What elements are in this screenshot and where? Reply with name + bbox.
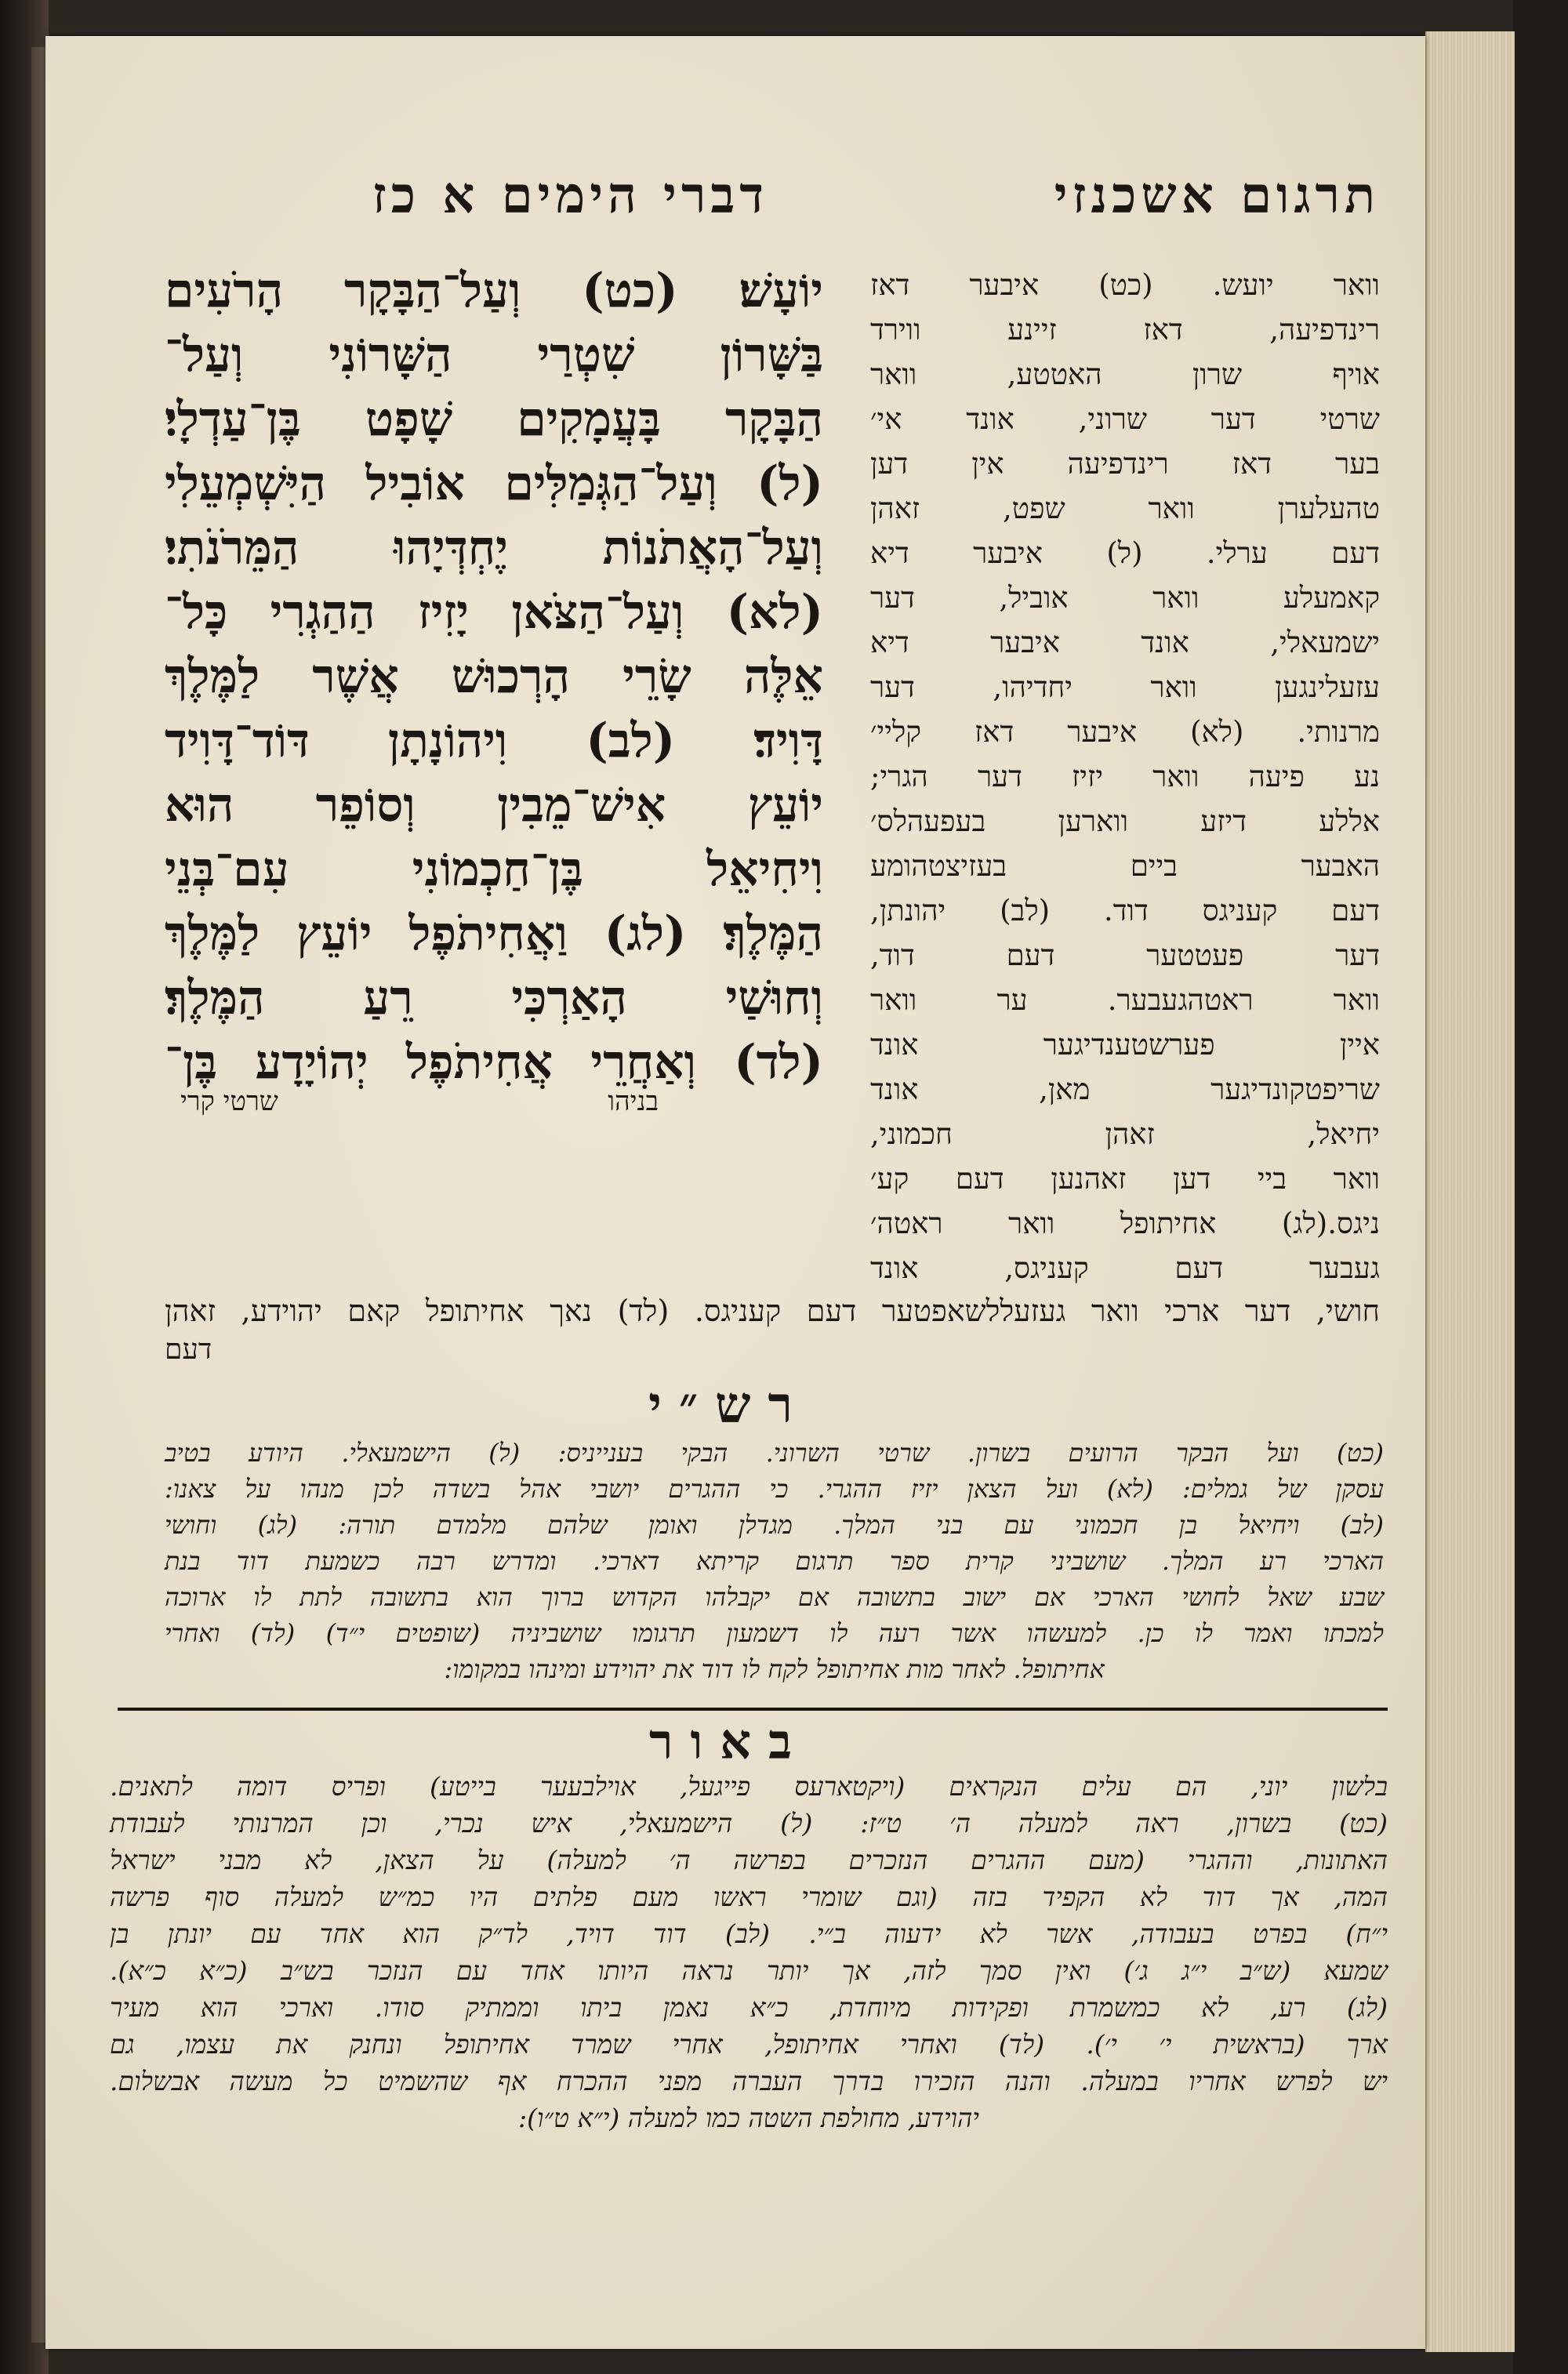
yiddish-line: וואר יועש. (כט) איבער דאז — [870, 268, 1380, 302]
yiddish-line: דעם קעניגס דוד. (לב) יהונתן, — [870, 894, 1380, 927]
book-spine-left — [0, 0, 49, 2374]
biur-line: יהוידע, מחולפת השטה כמו למעלה (י״א ט״ו): — [518, 2103, 979, 2133]
yiddish-line: אויף שרון האטטע, וואר — [870, 358, 1380, 391]
yiddish-line: שרטי דער שרוני, אונד אי׳ — [870, 402, 1380, 436]
rashi-line: (לב) ויחיאל בן חכמוני עם בני המלך. מגדלן ואומן שלהם מלמדם תורה: (לג) וחושי — [165, 1510, 1384, 1540]
biur-line: ארך (בראשית י׳ י׳). (לד) ואחרי אחיתופל, אחרי שמרד אחיתופל ונחנק את עצמו, גם — [110, 2029, 1388, 2060]
yiddish-full-width-line: חושי, דער ארכי וואר געזעללשאפטער דעם קעניגס. (לד) נאך אחיתופל קאם יהוידע, זאהן — [165, 1294, 1380, 1328]
yiddish-line: טהעלערן וואר שפט, זאהן — [870, 492, 1380, 525]
hebrew-line: וִיחִיאֵל בֶּן־חַכְמוֹנִי עִם־בְּנֵי — [165, 842, 823, 897]
yiddish-line: אללע דיזע ווארען בעפעהלס׳ — [870, 804, 1380, 838]
yiddish-line: דעם ערלי. (ל) איבער דיא — [870, 536, 1380, 570]
rashi-line: (כט) ועל הבקר הרועים בשרון. שרטי השרוני. הבקי בענייניס: (ל) הישמעאלי. היודע בטיב — [165, 1438, 1384, 1468]
yiddish-line: האבער ביים בעזיצטהומע — [870, 849, 1380, 883]
yiddish-line: בער דאז רינדפיעה אין דען — [870, 447, 1380, 481]
rashi-line: עסקן של גמלים: (לא) ועל הצאן יזיז ההגרי. כי ההגרים יושבי אהל בשדה לכן מנהו על צאנו: — [165, 1474, 1384, 1504]
hebrew-line: (ל) וְעַל־הַגְּמַלִּים אוֹבִיל הַיִּשְׁמְעֵלִי — [165, 456, 823, 511]
biur-commentary — [110, 1768, 1388, 2136]
hebrew-line: וְחוּשַׁי הָאַרְכִּי רֵעַ הַמֶּלֶךְ׃ — [165, 971, 823, 1025]
section-divider — [118, 1708, 1388, 1711]
hebrew-line: אֵלֶּה שָׂרֵי הָרְכוּשׁ אֲשֶׁר לַמֶּלֶךְ — [165, 649, 823, 704]
header-targum-title: תרגום אשכנזי — [1054, 166, 1380, 225]
biur-line: האתונות, וההגרי (מעם ההגרים הנזכרים בפרשה ה׳ למעלה) על הצאן, לא מבני ישראל — [110, 1845, 1388, 1875]
biur-line: (לג) רע, לא כמשמרת ופקידות מיוחדת, כ״א נאמן ביתו וממתיק סודו. וארכי הוא מעיר — [110, 1992, 1388, 2023]
hebrew-line: (לד) וְאַחֲרֵי אֲחִיתֹפֶל יְהוֹיָדָע בֶּן־ — [165, 1035, 823, 1090]
footnote-right: בניהו — [608, 1086, 659, 1117]
hebrew-line: יוֹעָשׁ׃ (כט) וְעַל־הַבָּקָר הָרֹעִים — [165, 263, 823, 318]
biur-line: המה, אך דוד לא הקפיד בזה (וגם שומרי ראשו מעם פלתים היו כמ״ש למעלה סוף פרשה — [110, 1882, 1388, 1912]
yiddish-line: רינדפיעה, דאז זיינע ווירד — [870, 313, 1380, 347]
yiddish-continuation: דעם — [165, 1334, 212, 1366]
hebrew-footnotes — [180, 1086, 823, 1117]
biur-section-title: באור — [648, 1713, 809, 1770]
hebrew-line: דָּוִיד׃ (לב) וִיהוֹנָתָן דּוֹד־דָּוִיד — [165, 713, 823, 768]
yiddish-line: ישמעאלי, אונד איבער דיא — [870, 626, 1380, 659]
background-right — [1513, 0, 1568, 2374]
biur-line: שמעא (ש״ב י״ג ג׳) ואין סמך לזה, אך יותר נראה היותו אחד עם הנזכר בש״ב (כ״א כ״א). — [110, 1955, 1388, 1986]
biur-line: בלשון יוני, הם עלים הנקראים (ויקטארעס פייגעל, אוילבעער בייטע) ופריס דומה לתאנים. — [110, 1771, 1388, 1802]
hebrew-line: וְעַל־הָאֲתֹנוֹת יֶחְדְּיָהוּ הַמֵּרֹנֹתִי׃ — [165, 521, 823, 575]
yiddish-line: עזעלינגען וואר יחדיהו, דער — [870, 670, 1380, 704]
yiddish-line: דער פעטטער דעם דוד, — [870, 938, 1380, 972]
book-page-edges — [1425, 31, 1515, 2352]
yiddish-line: יחיאל, זאהן חכמוני, — [870, 1117, 1380, 1151]
yiddish-line: ניגס.(לג) אחיתופל וואר ראטה׳ — [870, 1207, 1380, 1240]
biur-line: יש לפרש אחריו במעלה. והנה הזכירו בדרך העברה מפני ההכרח אף שהשמיט כל מעשה אבשלום. — [110, 2066, 1388, 2096]
yiddish-translation-column — [870, 263, 1380, 1290]
biur-line: י״ח) בפרט בעבודה, אשר לא ידעוה ב״י. (לב) דוד דויד, לד״ק הוא אחד עם יונתן בן — [110, 1918, 1388, 1949]
yiddish-line: שריפטקונדיגער מאן, אונד — [870, 1073, 1380, 1106]
hebrew-line: (לא) וְעַל־הַצֹּאן יָזִיז הַהַגְרִי כָּל־ — [165, 585, 823, 640]
yiddish-line: געבער דעם קעניגס, אונד — [870, 1251, 1380, 1285]
hebrew-text-column — [165, 259, 823, 1094]
yiddish-line: איין פערשטענדיגער אונד — [870, 1028, 1380, 1062]
header-book-title: דברי הימים א כז — [372, 166, 768, 225]
yiddish-line: נע פיעה וואר יזיז דער הגרי; — [870, 760, 1380, 793]
hebrew-line: הַבָּקָר בָּעֲמָקִים שָׁפָט בֶּן־עַדְלָי׃ — [165, 392, 823, 447]
yiddish-line: קאמעלע וואר אוביל, דער — [870, 581, 1380, 615]
rashi-commentary — [165, 1435, 1384, 1687]
yiddish-line: וואר ראטהגעבער. ער וואר — [870, 983, 1380, 1017]
rashi-line: למכתו ואמר לו כן. למעשהו אשר רעה לו דשמעון תרגומו שושביניה (שופטים י״ד) (לד) ואחרי — [165, 1618, 1384, 1648]
rashi-line: שבע שאל לחושי הארכי אם ישוב בתשובה אם יקבלהו הקדוש ברוך הוא בתשובה לתת לו ארוכה — [165, 1582, 1384, 1612]
hebrew-line: בַּשָּׁרוֹן שִׁטְרַי הַשָּׁרוֹנִי וְעַל־ — [165, 328, 823, 383]
hebrew-line: יוֹעֵץ אִישׁ־מֵבִין וְסוֹפֵר הוּא — [165, 778, 823, 833]
rashi-line: הארכי רע המלך. שושביני קרית ספר תרגום קריתא דארכי. ומדרש רבה כשמעת דוד בנת — [165, 1546, 1384, 1576]
rashi-line: אחיתופל. לאחר מות אחיתופל לקח לו דוד את יהוידע ומינהו במקומו: — [444, 1654, 1105, 1684]
yiddish-line: וואר ביי דען זאהנען דעם קע׳ — [870, 1162, 1380, 1196]
footnote-kri: שרטי קרי — [180, 1086, 278, 1117]
yiddish-line: מרנותי. (לא) איבער דאז קליי׳ — [870, 715, 1380, 749]
biur-line: (כט) בשרון, ראה למעלה ה׳ ט״ז: (ל) הישמעאלי, איש נכרי, וכן המרנותי לעבודת — [110, 1808, 1388, 1839]
rashi-section-title: רש״י — [648, 1376, 810, 1435]
hebrew-line: הַמֶּלֶךְ׃ (לג) וַאֲחִיתֹפֶל יוֹעֵץ לַמֶּלֶךְ — [165, 906, 823, 961]
